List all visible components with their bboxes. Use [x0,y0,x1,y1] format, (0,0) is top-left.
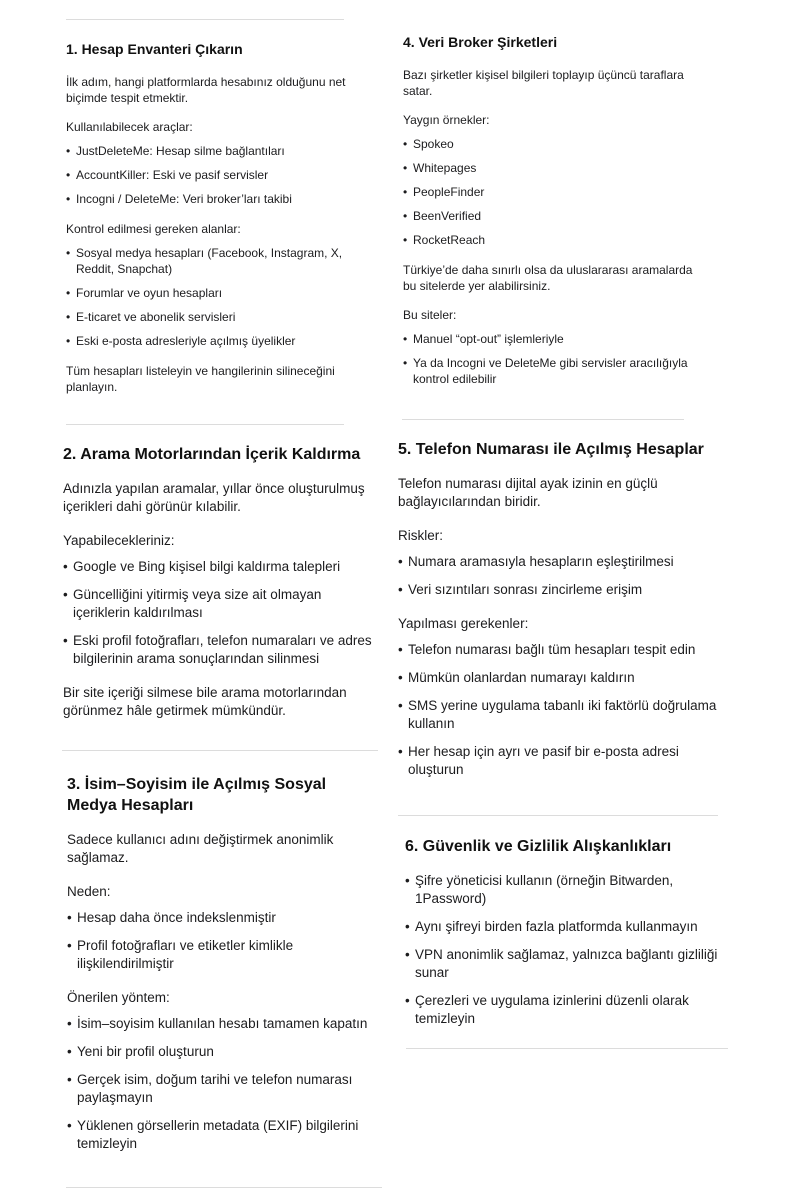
section-isim-soyisim [67,774,379,1169]
todo-label: Yapılması gerekenler: [398,616,529,631]
why-label: Neden: [67,884,111,899]
list-item: • Whitepages [403,160,693,176]
section-intro: Sadece kullanıcı adını değiştirmek anonimlik sağlamaz. [67,832,334,865]
list-item: • Gerçek isim, doğum tarihi ve telefon numarası paylaşmayın [67,1071,379,1107]
section-telefon-numarasi [398,439,720,795]
options-list [63,558,381,668]
examples-label: Yaygın örnekler: [403,113,490,127]
divider-s2-bottom [62,750,378,751]
section-intro: Adınızla yapılan aramalar, yıllar önce oluşturulmuş içerikleri dahi görünür kılabilir. [63,481,365,514]
list-item: • JustDeleteMe: Hesap silme bağlantıları [66,143,350,159]
list-item: • BeenVerified [403,208,693,224]
options-label: Yapabilecekleriniz: [63,533,175,548]
todo-list [398,641,720,779]
section-guvenlik-gizlilik [405,836,727,1044]
list-item: • Profil fotoğrafları ve etiketler kimlikle ilişkilendirilmiştir [67,937,379,973]
list-item: • Aynı şifreyi birden fazla platformda kullanmayın [405,918,727,936]
section-intro: Bazı şirketler kişisel bilgileri toplayıp üçüncü taraflara satar. [403,68,684,98]
risks-list [398,553,720,599]
list-item: • PeopleFinder [403,184,693,200]
list-item: • Yeni bir profil oluşturun [67,1043,379,1061]
list-item: • Google ve Bing kişisel bilgi kaldırma talepleri [63,558,381,576]
list-item: • E-ticaret ve abonelik servisleri [66,309,350,325]
list-item: • AccountKiller: Eski ve pasif servisler [66,167,350,183]
section-title: 2. Arama Motorlarından İçerik Kaldırma [63,446,361,463]
divider-s1-bottom [66,424,344,425]
section-outro: Tüm hesapları listeleyin ve hangilerinin silineceğini planlayın. [66,364,335,394]
areas-list [66,245,350,349]
section-note: Türkiye’de daha sınırlı olsa da uluslararası aramalarda bu sitelerde yer alabilirsiniz. [403,263,693,293]
list-item: • Her hesap için ayrı ve pasif bir e-posta adresi oluşturun [398,743,720,779]
list-item: • Güncelliğini yitirmiş veya size ait olmayan içeriklerin kaldırılması [63,586,381,622]
divider-top-left [66,19,344,20]
section-title: 1. Hesap Envanteri Çıkarın [66,41,243,57]
section-hesap-envanteri [66,40,350,408]
section-title: 4. Veri Broker Şirketleri [403,34,558,50]
section-title: 5. Telefon Numarası ile Açılmış Hesaplar [398,441,704,458]
why-list [67,909,379,973]
divider-s3-bottom [66,1187,382,1188]
divider-s4-bottom [402,419,684,420]
method-list [67,1015,379,1153]
list-item: • Yüklenen görsellerin metadata (EXIF) bilgilerini temizleyin [67,1117,379,1153]
section-veri-broker [403,33,693,401]
list-item: • İsim–soyisim kullanılan hesabı tamamen kapatın [67,1015,379,1033]
list-item: • VPN anonimlik sağlamaz, yalnızca bağlantı gizliliği sunar [405,946,727,982]
habits-list [405,872,727,1028]
list-item: • Sosyal medya hesapları (Facebook, Instagram, X, Reddit, Snapchat) [66,245,350,277]
section-title: 3. İsim–Soyisim ile Açılmış Sosyal Medya Hesapları [67,776,327,814]
list-item: • Eski e-posta adresleriyle açılmış üyelikler [66,333,350,349]
list-item: • RocketReach [403,232,693,248]
list-item: • Çerezleri ve uygulama izinlerini düzenli olarak temizleyin [405,992,727,1028]
section-intro: Telefon numarası dijital ayak izinin en güçlü bağlayıcılarından biridir. [398,476,658,509]
list-item: • Hesap daha önce indekslenmiştir [67,909,379,927]
list-item: • Spokeo [403,136,693,152]
list-item: • Forumlar ve oyun hesapları [66,285,350,301]
list-item: • Telefon numarası bağlı tüm hesapları tespit edin [398,641,720,659]
risks-label: Riskler: [398,528,444,543]
list-item: • Eski profil fotoğrafları, telefon numaraları ve adres bilgilerinin arama sonuçlarından silinmesi [63,632,381,668]
section-outro: Bir site içeriği silmese bile arama motorlarından görünmez hâle getirmek mümkündür. [63,685,347,718]
list-item: • Numara aramasıyla hesapların eşleştirilmesi [398,553,720,571]
list-item: • Ya da Incogni ve DeleteMe gibi servisler aracılığıyla kontrol edilebilir [403,355,693,387]
list-item: • Mümkün olanlardan numarayı kaldırın [398,669,720,687]
list-item: • SMS yerine uygulama tabanlı iki faktörlü doğrulama kullanın [398,697,720,733]
divider-s6-bottom [406,1048,728,1049]
list-item: • Incogni / DeleteMe: Veri broker’ları takibi [66,191,350,207]
section-intro: İlk adım, hangi platformlarda hesabınız olduğunu net biçimde tespit etmektir. [66,75,346,105]
sites-list [403,331,693,387]
examples-list [403,136,693,248]
section-title: 6. Güvenlik ve Gizlilik Alışkanlıkları [405,838,672,855]
list-item: • Veri sızıntıları sonrası zincirleme erişim [398,581,720,599]
sites-label: Bu siteler: [403,308,457,322]
list-item: • Manuel “opt-out” işlemleriyle [403,331,693,347]
method-label: Önerilen yöntem: [67,990,170,1005]
divider-s5-bottom [398,815,718,816]
tools-list [66,143,350,207]
section-arama-motorlari [63,444,381,736]
tools-label: Kullanılabilecek araçlar: [66,120,193,134]
areas-label: Kontrol edilmesi gereken alanlar: [66,222,241,236]
list-item: • Şifre yöneticisi kullanın (örneğin Bitwarden, 1Password) [405,872,727,908]
